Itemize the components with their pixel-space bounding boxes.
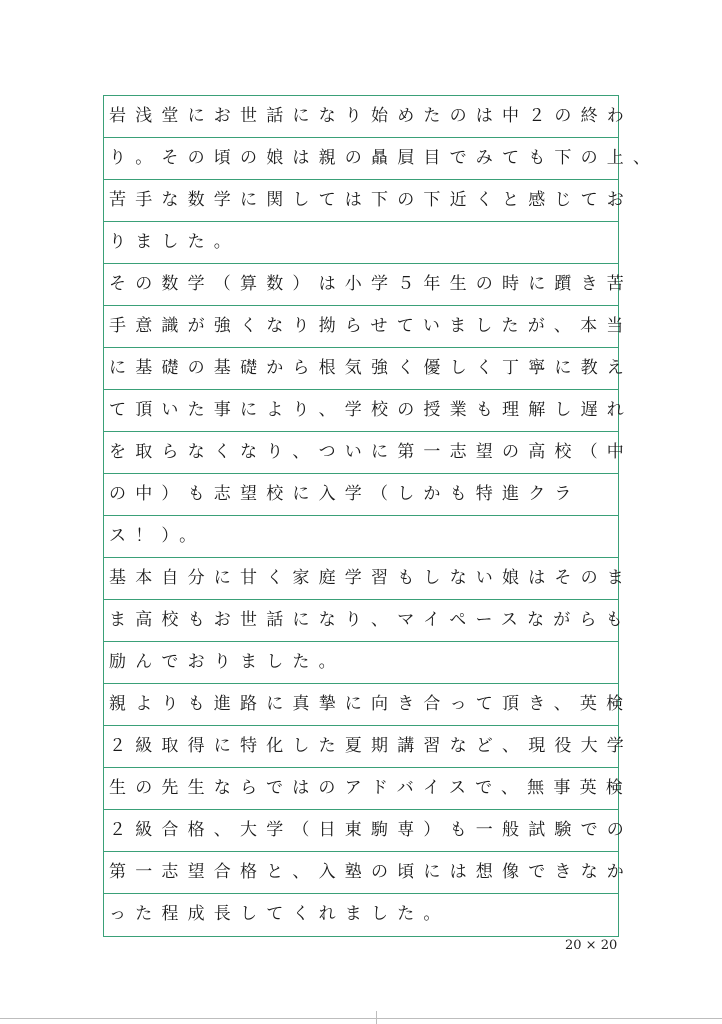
manuscript-line-text: 岩浅堂にお世話になり始めたのは中２の終わ	[109, 106, 633, 126]
manuscript-line-text: ２級合格、大学（日東駒専）も一般試験での	[109, 820, 633, 840]
manuscript-row	[104, 558, 633, 600]
manuscript-row	[104, 96, 633, 138]
manuscript-line-text: その数学（算数）は小学５年生の時に躓き苦	[109, 274, 633, 294]
manuscript-row	[104, 810, 633, 852]
grid-size-label: 20 × 20	[565, 938, 618, 953]
manuscript-row	[104, 726, 633, 768]
manuscript-line-text: ２級取得に特化した夏期講習など、現役大学	[109, 736, 633, 756]
manuscript-row	[104, 852, 633, 894]
manuscript-row	[104, 390, 633, 432]
manuscript-row	[104, 642, 618, 684]
manuscript-row	[104, 768, 632, 810]
manuscript-line-text: を取らなくなり、ついに第一志望の高校（中	[109, 442, 633, 462]
manuscript-row	[104, 600, 632, 642]
page-edge-divider	[0, 1018, 722, 1019]
manuscript-row	[104, 474, 618, 516]
manuscript-line-text: に基礎の基礎から根気強く優しく丁寧に教え	[109, 358, 633, 378]
manuscript-row	[104, 348, 633, 390]
manuscript-row	[104, 894, 618, 936]
manuscript-line-text: て頂いた事により、学校の授業も理解し遅れ	[109, 400, 633, 420]
manuscript-line-text: 苦手な数学に関しては下の下近くと感じてお	[109, 190, 633, 210]
manuscript-line-text: り。その頃の娘は親の贔屓目でみても下の上、	[109, 148, 660, 168]
manuscript-line-text: ま高校もお世話になり、マイペースながらも	[109, 610, 632, 630]
manuscript-line-text: 基本自分に甘く家庭学習もしない娘はそのま	[109, 568, 633, 588]
manuscript-sheet	[103, 95, 660, 937]
manuscript-line-text: ス！）。	[109, 526, 206, 546]
manuscript-row	[104, 432, 633, 474]
manuscript-line-text: 第一志望合格と、入塾の頃には想像できなか	[109, 862, 633, 882]
manuscript-row	[104, 684, 633, 726]
manuscript-line-text: った程成長してくれました。	[109, 904, 450, 924]
manuscript-row	[104, 264, 633, 306]
manuscript-line-text: 親よりも進路に真摯に向き合って頂き、英検	[109, 694, 633, 714]
manuscript-row	[104, 138, 660, 180]
page-edge-tick	[376, 1011, 377, 1024]
manuscript-line-text: 手意識が強くなり拗らせていましたが、本当	[109, 316, 633, 336]
manuscript-line-text: 励んでおりました。	[109, 652, 345, 672]
manuscript-row	[104, 516, 618, 558]
manuscript-line-text: 生の先生ならではのアドバイスで、無事英検	[109, 778, 632, 798]
manuscript-row	[104, 180, 633, 222]
manuscript-row	[104, 222, 618, 264]
manuscript-row	[104, 306, 633, 348]
manuscript-line-text: りました。	[109, 232, 240, 252]
manuscript-line-text: の中）も志望校に入学（しかも特進クラ	[109, 484, 581, 504]
